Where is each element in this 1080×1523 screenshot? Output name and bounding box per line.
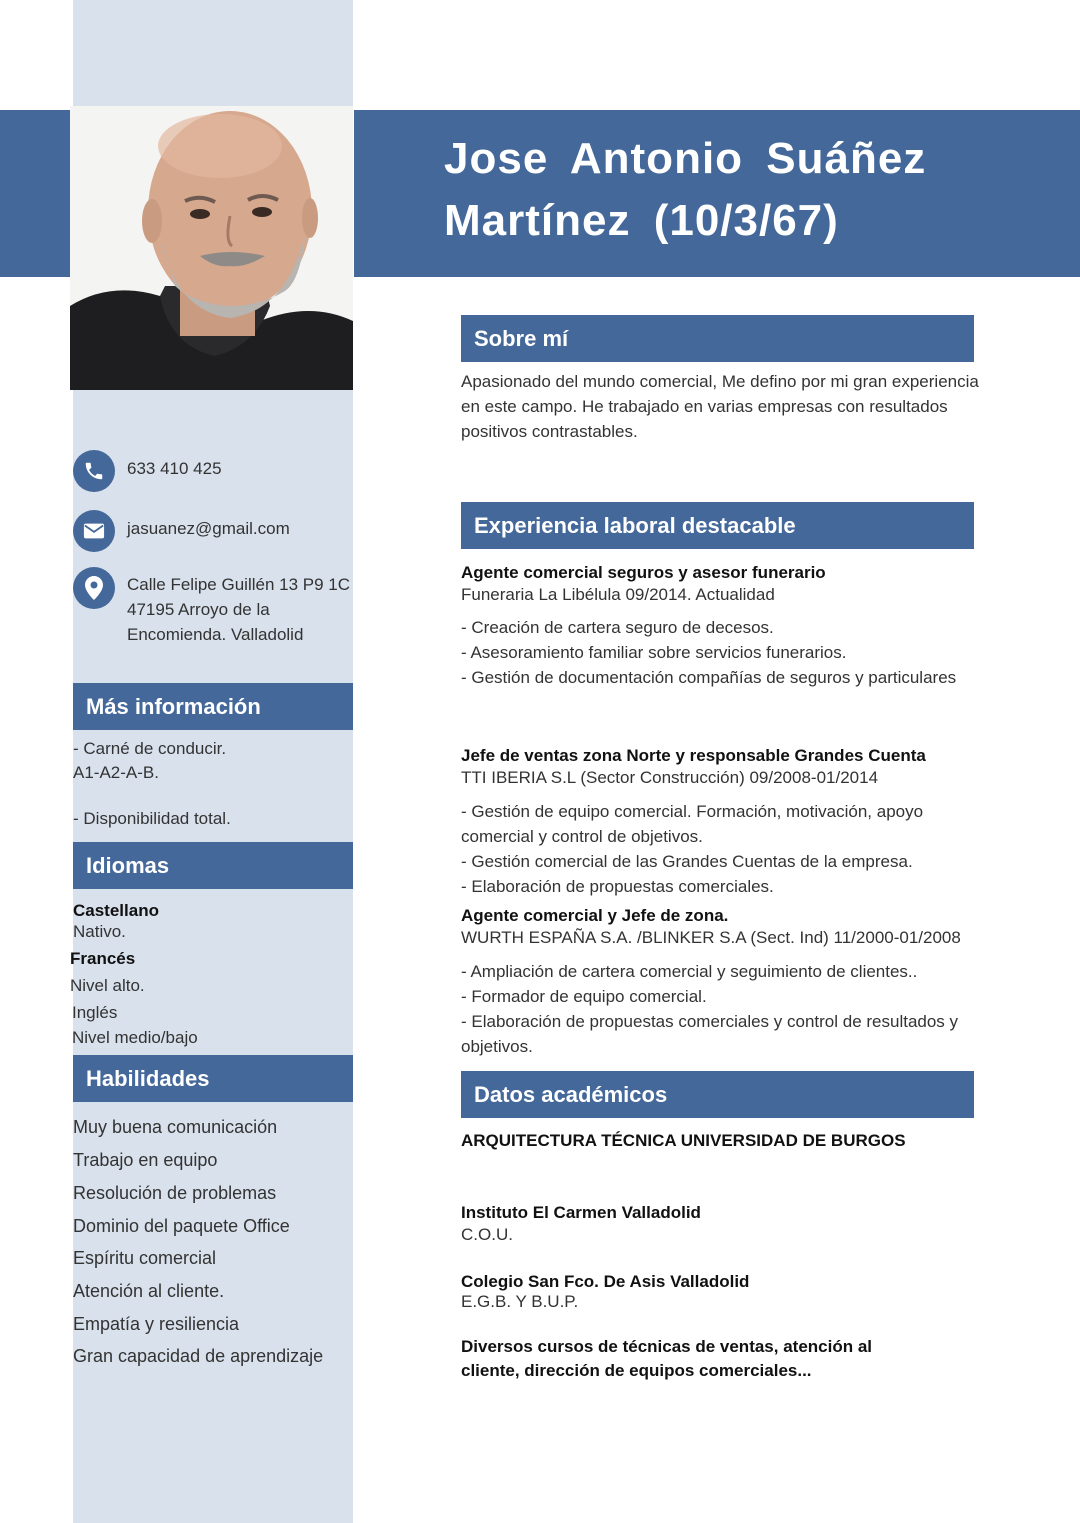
education-detail: C.O.U. bbox=[461, 1225, 513, 1244]
job-duty: - Gestión comercial de las Grandes Cuentas de la empresa. bbox=[461, 852, 913, 871]
mail-icon bbox=[73, 510, 115, 552]
contact-phone bbox=[73, 450, 363, 492]
job-title: Agente comercial y Jefe de zona. bbox=[461, 906, 729, 925]
more-info-availability: - Disponibilidad total. bbox=[73, 809, 231, 828]
education-school: Colegio San Fco. De Asis Valladolid bbox=[461, 1272, 750, 1291]
education-school: Instituto El Carmen Valladolid bbox=[461, 1203, 701, 1222]
education-courses: Diversos cursos de técnicas de ventas, atención al cliente, dirección de equipos comerciales... bbox=[461, 1337, 873, 1380]
language-name: Castellano bbox=[73, 901, 159, 920]
about-heading: Sobre mí bbox=[461, 315, 974, 362]
job-company: TTI IBERIA S.L (Sector Construcción) 09/2008-01/2014 bbox=[461, 768, 879, 787]
contact-address bbox=[73, 567, 363, 647]
more-info-heading: Más información bbox=[73, 683, 353, 730]
name-line-2: Martínez (10/3/67) bbox=[444, 196, 839, 245]
job-company: Funeraria La Libélula 09/2014. Actualidad bbox=[461, 585, 775, 604]
skill-item: Gran capacidad de aprendizaje bbox=[73, 1346, 324, 1366]
postal-address: Calle Felipe Guillén 13 P9 1C 47195 Arroyo de la Encomienda. Valladolid bbox=[127, 575, 351, 644]
skill-item: Empatía y resiliencia bbox=[73, 1314, 240, 1334]
job-title: Jefe de ventas zona Norte y responsable Grandes Cuenta bbox=[461, 746, 926, 765]
languages-heading: Idiomas bbox=[73, 842, 353, 889]
job-duty: - Ampliación de cartera comercial y seguimiento de clientes.. bbox=[461, 962, 918, 981]
skill-item: Trabajo en equipo bbox=[73, 1150, 218, 1170]
header-band-left bbox=[0, 110, 70, 277]
profile-photo bbox=[70, 106, 353, 390]
more-info-license-types: A1-A2-A-B. bbox=[73, 763, 159, 782]
job-duties bbox=[461, 959, 1011, 1059]
job-duty: - Formador de equipo comercial. bbox=[461, 987, 707, 1006]
language-level: Nativo. bbox=[73, 922, 126, 941]
language-level: Nivel alto. bbox=[70, 976, 145, 995]
contact-email bbox=[73, 510, 363, 552]
education-heading: Datos académicos bbox=[461, 1071, 974, 1118]
job-duty: - Asesoramiento familiar sobre servicios funerarios. bbox=[461, 643, 847, 662]
job-duties bbox=[461, 615, 1021, 690]
name-line-1: Jose Antonio Suáñez bbox=[444, 134, 927, 183]
more-info-license: - Carné de conducir. bbox=[73, 739, 227, 758]
phone-number: 633 410 425 bbox=[127, 459, 222, 478]
skill-item: Espíritu comercial bbox=[73, 1248, 217, 1268]
experience-heading: Experiencia laboral destacable bbox=[461, 502, 974, 549]
job-duty: - Creación de cartera seguro de decesos. bbox=[461, 618, 774, 637]
location-icon bbox=[73, 567, 115, 609]
skill-item: Resolución de problemas bbox=[73, 1183, 277, 1203]
skill-item: Muy buena comunicación bbox=[73, 1117, 278, 1137]
education-degree: ARQUITECTURA TÉCNICA UNIVERSIDAD DE BURGOS bbox=[461, 1131, 906, 1150]
phone-icon bbox=[73, 450, 115, 492]
language-name: Francés bbox=[70, 949, 136, 968]
job-duty: - Gestión de equipo comercial. Formación, motivación, apoyo comercial y control de objetivos. bbox=[461, 802, 924, 846]
about-text: Apasionado del mundo comercial, Me defino por mi gran experiencia en este campo. He trabajado en varias empresas con resultados positivos contrastables. bbox=[461, 372, 979, 441]
job-duty: - Elaboración de propuestas comerciales. bbox=[461, 877, 774, 896]
job-duty: - Elaboración de propuestas comerciales y control de resultados y objetivos. bbox=[461, 1012, 959, 1056]
education-detail: E.G.B. Y B.U.P. bbox=[461, 1292, 579, 1311]
skill-item: Dominio del paquete Office bbox=[73, 1216, 290, 1236]
job-company: WURTH ESPAÑA S.A. /BLINKER S.A (Sect. Ind) 11/2000-01/2008 bbox=[461, 928, 961, 947]
job-title: Agente comercial seguros y asesor funerario bbox=[461, 563, 826, 582]
language-name: Inglés bbox=[72, 1003, 118, 1022]
candidate-name bbox=[444, 128, 1064, 252]
email-address: jasuanez@gmail.com bbox=[127, 519, 290, 538]
job-duties bbox=[461, 799, 971, 899]
job-duty: - Gestión de documentación compañías de seguros y particulares bbox=[461, 668, 957, 687]
language-level: Nivel medio/bajo bbox=[72, 1028, 198, 1047]
skill-item: Atención al cliente. bbox=[73, 1281, 225, 1301]
skills-heading: Habilidades bbox=[73, 1055, 353, 1102]
